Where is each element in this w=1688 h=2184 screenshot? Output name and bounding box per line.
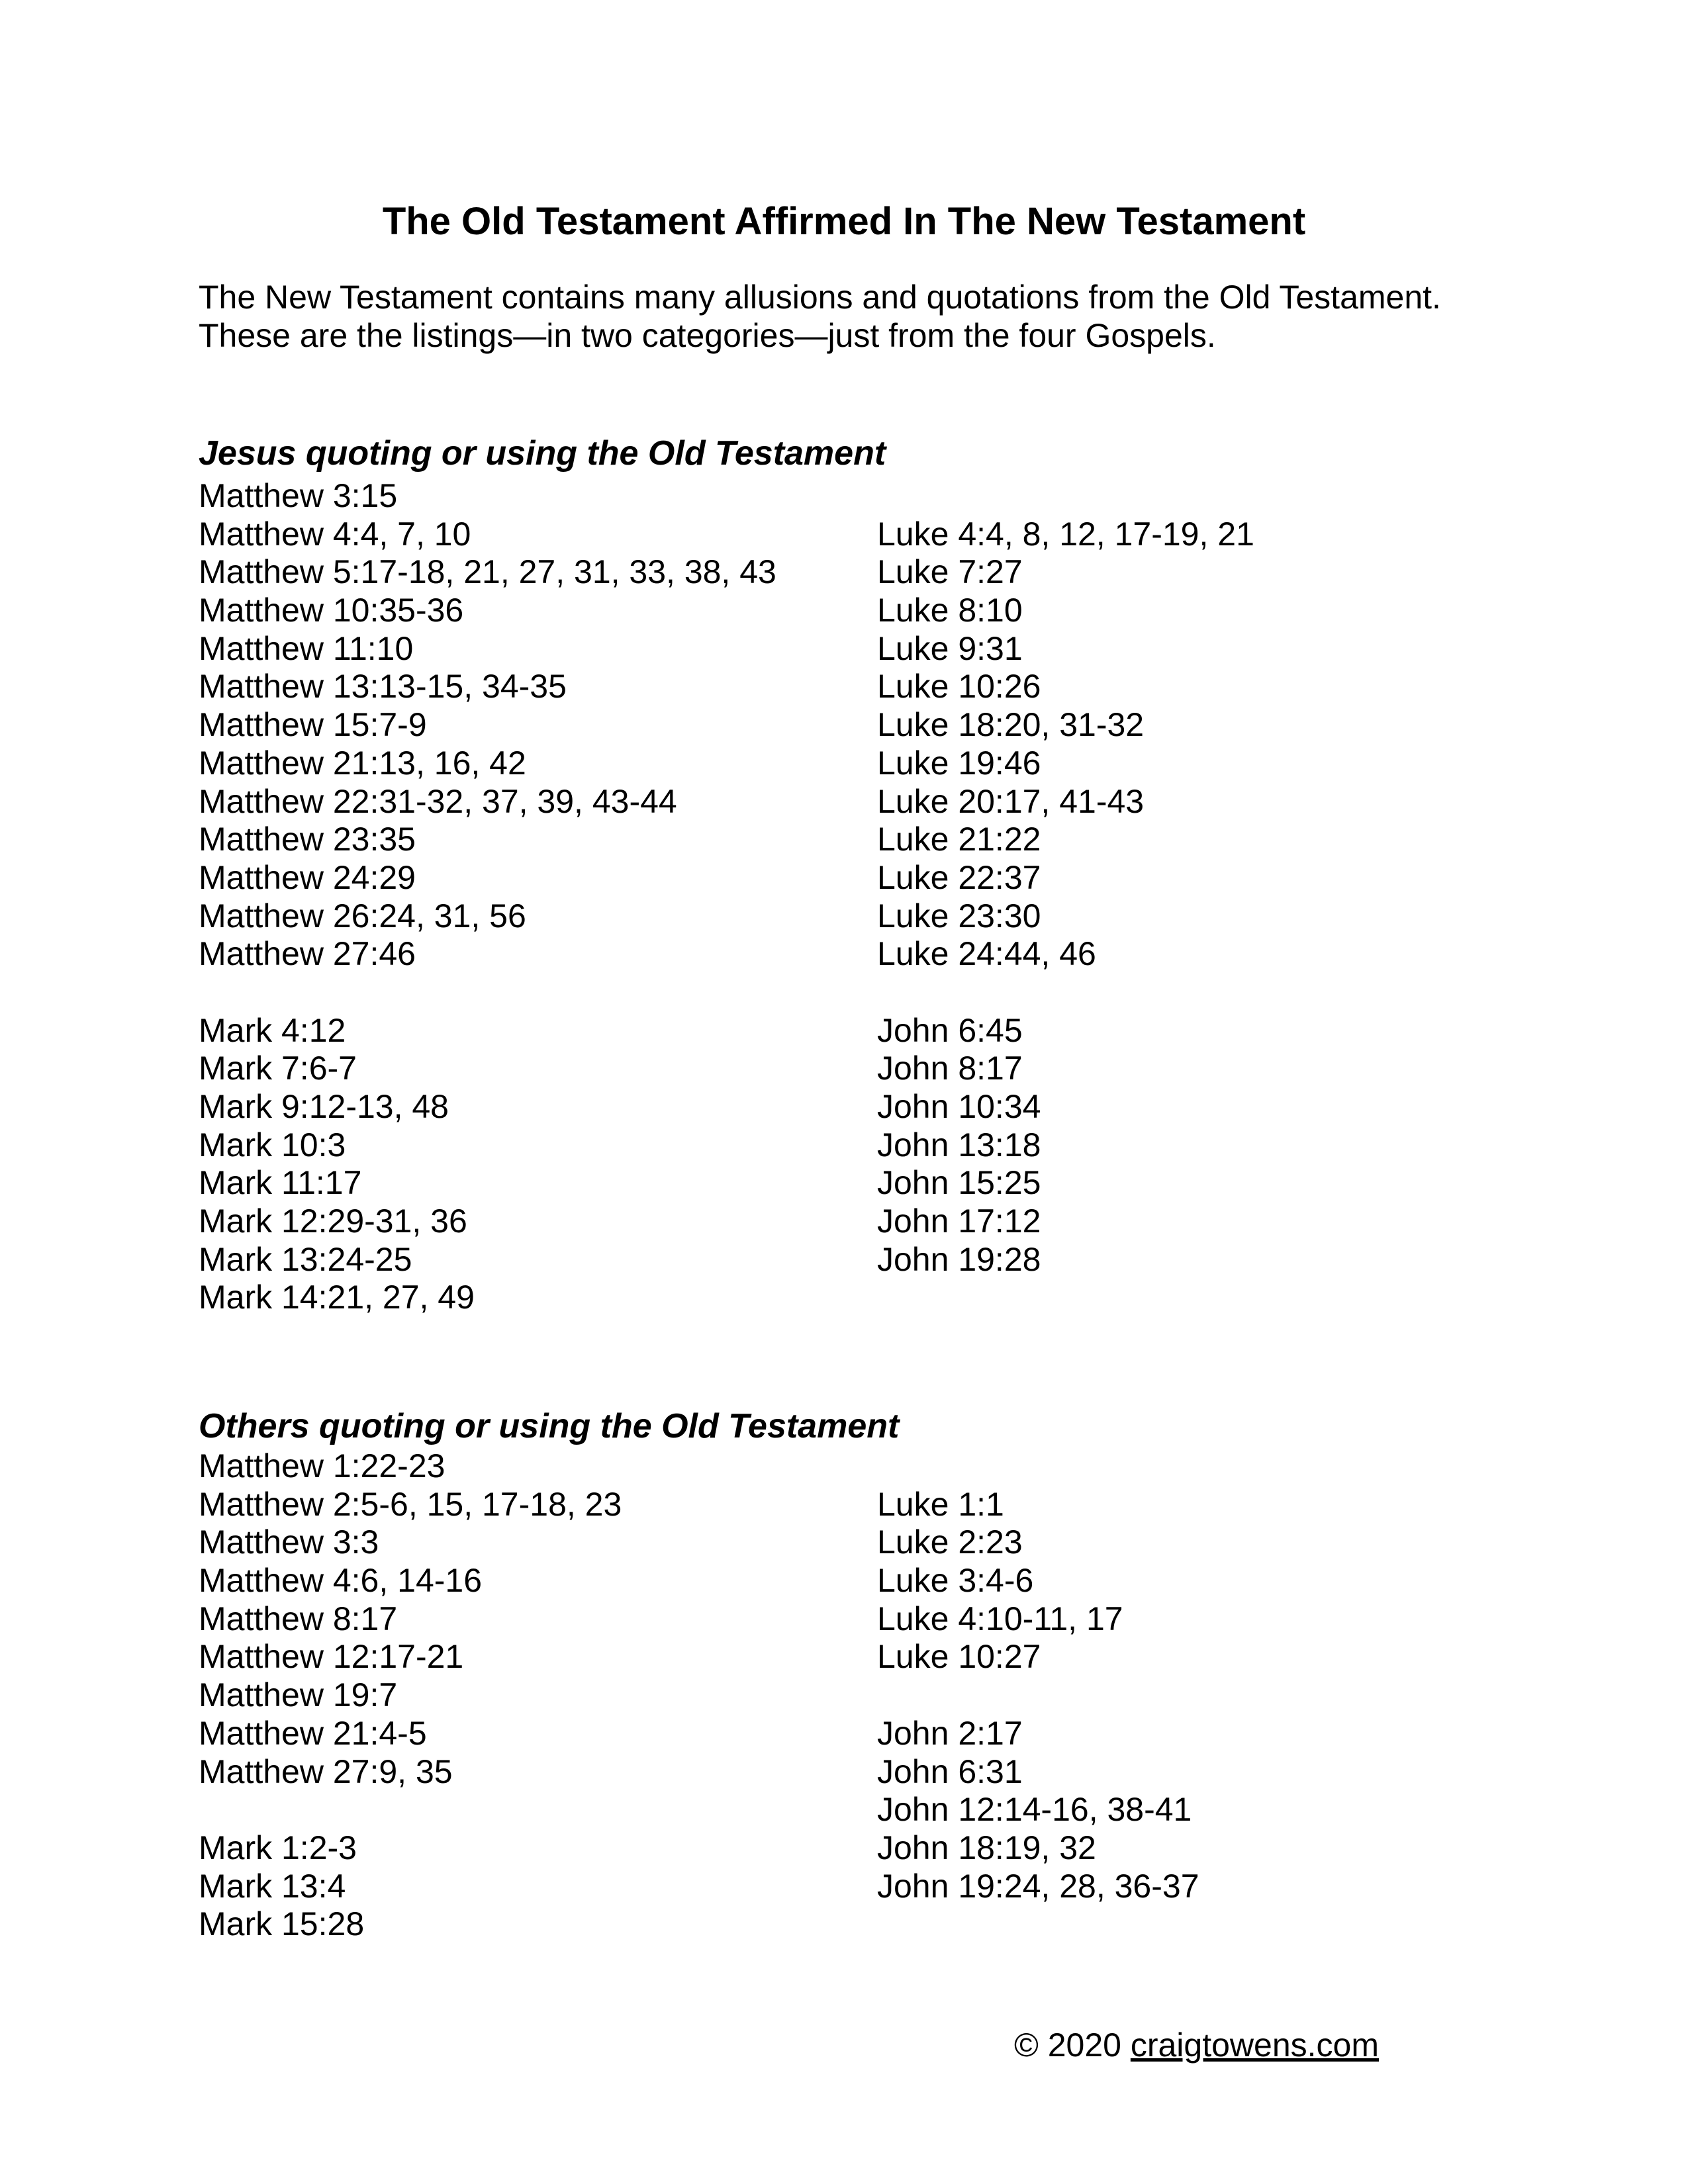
section-1-right-column bbox=[877, 477, 1254, 1279]
scripture-reference: John 19:28 bbox=[877, 1240, 1041, 1278]
website-link[interactable]: craigtowens.com bbox=[1130, 2026, 1379, 2064]
scripture-reference: Matthew 8:17 bbox=[199, 1600, 398, 1637]
scripture-reference: John 17:12 bbox=[877, 1203, 1041, 1240]
blank-row bbox=[877, 1676, 1199, 1715]
scripture-reference: Luke 10:27 bbox=[877, 1638, 1041, 1676]
scripture-reference: Matthew 26:24, 31, 56 bbox=[199, 897, 526, 934]
scripture-reference: John 13:18 bbox=[877, 1126, 1041, 1163]
scripture-reference: Luke 19:46 bbox=[877, 744, 1041, 782]
blank-row bbox=[877, 974, 1254, 1012]
scripture-reference: Matthew 11:10 bbox=[199, 629, 414, 667]
scripture-reference: Luke 20:17, 41-43 bbox=[877, 782, 1145, 820]
scripture-reference: John 19:24, 28, 36-37 bbox=[877, 1867, 1199, 1905]
blank-row bbox=[199, 974, 776, 1012]
section-1-left-column bbox=[199, 477, 776, 1317]
scripture-reference: Mark 10:3 bbox=[199, 1126, 346, 1163]
scripture-reference: Luke 10:26 bbox=[877, 668, 1041, 705]
scripture-reference: Matthew 22:31-32, 37, 39, 43-44 bbox=[199, 782, 677, 820]
section-2-left-column bbox=[199, 1447, 622, 1944]
scripture-reference: John 10:34 bbox=[877, 1088, 1041, 1125]
scripture-reference: Luke 21:22 bbox=[877, 821, 1041, 858]
footer bbox=[1014, 2025, 1379, 2065]
scripture-reference: Mark 13:24-25 bbox=[199, 1240, 412, 1278]
scripture-reference: Matthew 21:4-5 bbox=[199, 1714, 427, 1752]
scripture-reference: Mark 11:17 bbox=[199, 1164, 362, 1202]
scripture-reference: Luke 4:4, 8, 12, 17-19, 21 bbox=[877, 515, 1254, 553]
scripture-reference: Matthew 24:29 bbox=[199, 858, 416, 896]
scripture-reference: John 2:17 bbox=[877, 1714, 1023, 1752]
scripture-reference: John 6:31 bbox=[877, 1752, 1023, 1790]
scripture-reference: Matthew 4:6, 14-16 bbox=[199, 1562, 483, 1600]
scripture-reference: John 6:45 bbox=[877, 1011, 1023, 1049]
scripture-reference: Luke 2:23 bbox=[877, 1524, 1023, 1561]
intro-line: These are the listings—in two categories—just from the four Gospels. bbox=[199, 317, 1216, 354]
scripture-reference: Matthew 2:5-6, 15, 17-18, 23 bbox=[199, 1485, 622, 1523]
scripture-reference: Mark 7:6-7 bbox=[199, 1050, 357, 1087]
scripture-reference: Matthew 13:13-15, 34-35 bbox=[199, 668, 567, 705]
scripture-reference: Matthew 15:7-9 bbox=[199, 706, 427, 744]
copyright-text: © 2020 bbox=[1013, 2026, 1121, 2064]
scripture-reference: Luke 7:27 bbox=[877, 553, 1023, 591]
scripture-reference: Luke 4:10-11, 17 bbox=[877, 1600, 1123, 1637]
section-2-right-column bbox=[877, 1447, 1199, 1905]
scripture-reference: Luke 8:10 bbox=[877, 592, 1023, 629]
blank-row bbox=[877, 477, 1254, 516]
scripture-reference: Mark 13:4 bbox=[199, 1867, 346, 1905]
intro-line: The New Testament contains many allusions and quotations from the Old Testament. bbox=[199, 279, 1441, 316]
scripture-reference: Luke 9:31 bbox=[877, 629, 1023, 667]
scripture-reference: Matthew 19:7 bbox=[199, 1676, 398, 1714]
scripture-reference: John 12:14-16, 38-41 bbox=[877, 1791, 1192, 1829]
scripture-reference: Mark 12:29-31, 36 bbox=[199, 1203, 467, 1240]
section-heading-jesus: Jesus quoting or using the Old Testament bbox=[199, 434, 886, 473]
scripture-reference: Matthew 27:9, 35 bbox=[199, 1752, 453, 1790]
intro-paragraph bbox=[199, 278, 1441, 355]
scripture-reference: Matthew 1:22-23 bbox=[199, 1447, 445, 1484]
scripture-reference: John 18:19, 32 bbox=[877, 1829, 1096, 1866]
scripture-reference: Matthew 4:4, 7, 10 bbox=[199, 515, 471, 553]
scripture-reference: Luke 22:37 bbox=[877, 858, 1041, 896]
scripture-reference: Matthew 12:17-21 bbox=[199, 1638, 464, 1676]
section-heading-others: Others quoting or using the Old Testament bbox=[199, 1407, 900, 1445]
page-title: The Old Testament Affirmed In The New Testament bbox=[382, 200, 1306, 243]
scripture-reference: Luke 18:20, 31-32 bbox=[877, 706, 1145, 744]
scripture-reference: Mark 1:2-3 bbox=[199, 1829, 357, 1866]
blank-row bbox=[877, 1447, 1199, 1486]
blank-row bbox=[199, 1791, 622, 1829]
scripture-reference: Mark 15:28 bbox=[199, 1905, 365, 1943]
scripture-reference: Luke 24:44, 46 bbox=[877, 935, 1096, 973]
scripture-reference: Mark 4:12 bbox=[199, 1011, 346, 1049]
scripture-reference: Mark 9:12-13, 48 bbox=[199, 1088, 449, 1125]
scripture-reference: Matthew 5:17-18, 21, 27, 31, 33, 38, 43 bbox=[199, 553, 776, 591]
scripture-reference: Luke 23:30 bbox=[877, 897, 1041, 934]
scripture-reference: Matthew 23:35 bbox=[199, 821, 416, 858]
scripture-reference: John 8:17 bbox=[877, 1050, 1023, 1087]
scripture-reference: Luke 3:4-6 bbox=[877, 1562, 1034, 1600]
scripture-reference: Luke 1:1 bbox=[877, 1485, 1004, 1523]
scripture-reference: Matthew 3:15 bbox=[199, 477, 398, 514]
scripture-reference: Matthew 3:3 bbox=[199, 1524, 379, 1561]
scripture-reference: Mark 14:21, 27, 49 bbox=[199, 1279, 475, 1316]
scripture-reference: John 15:25 bbox=[877, 1164, 1041, 1202]
scripture-reference: Matthew 10:35-36 bbox=[199, 592, 464, 629]
scripture-reference: Matthew 21:13, 16, 42 bbox=[199, 744, 526, 782]
scripture-reference: Matthew 27:46 bbox=[199, 935, 416, 973]
